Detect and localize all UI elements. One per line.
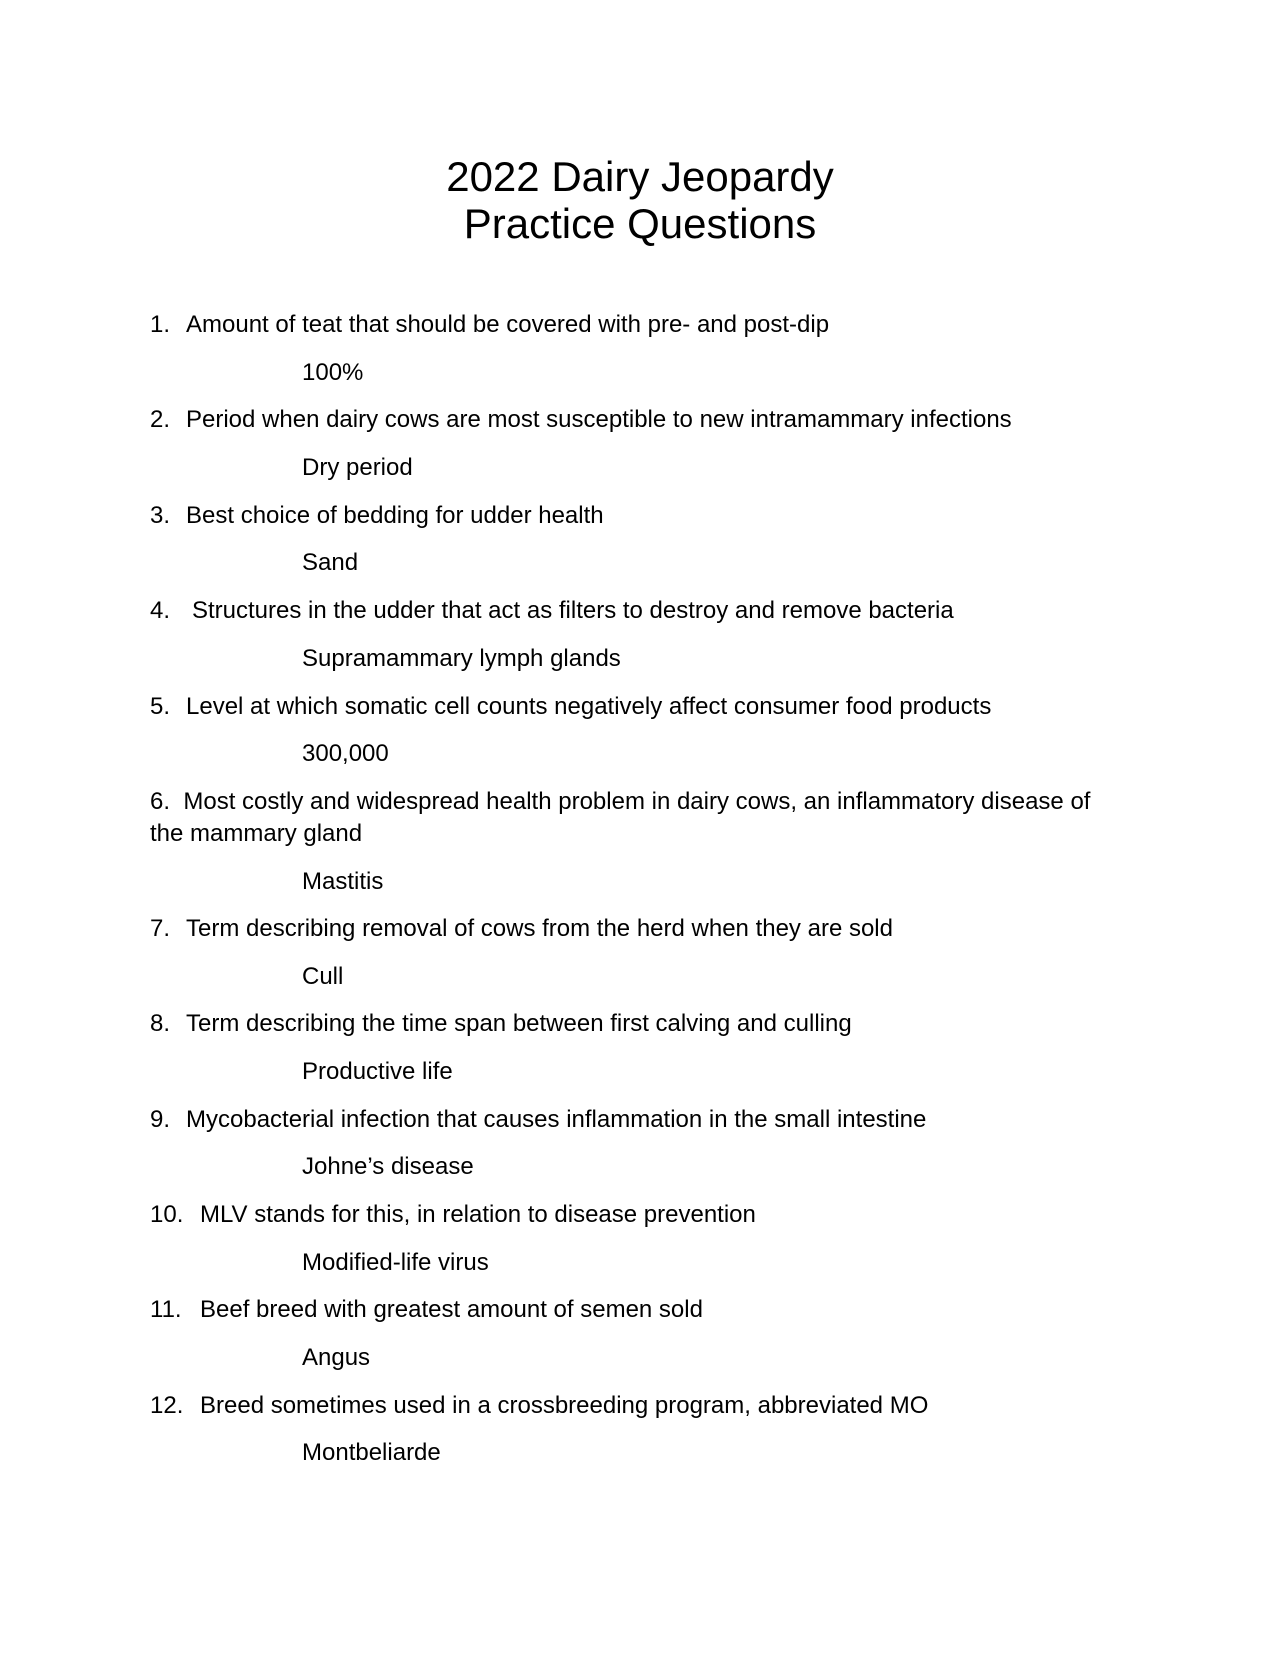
question-number: 2. [150, 406, 171, 433]
question-item [150, 1294, 1110, 1326]
question-text: Beef breed with greatest amount of semen sold [200, 1296, 703, 1323]
question-item [150, 691, 1110, 723]
question-item [150, 404, 1110, 436]
question-item [150, 1390, 1110, 1422]
answer-text: Montbeliarde [302, 1439, 441, 1466]
answer-text: Angus [302, 1344, 371, 1371]
question-item [150, 1199, 1110, 1231]
question-number: 5. [150, 693, 171, 720]
question-item [150, 309, 1110, 341]
answer-text: Modified-life virus [302, 1249, 489, 1276]
answer-text: Mastitis [302, 868, 384, 895]
document-title-line-1: 2022 Dairy Jeopardy [446, 153, 834, 200]
question-number: 3. [150, 502, 171, 529]
question-text: Structures in the udder that act as filters to destroy and remove bacteria [192, 597, 954, 624]
answer-text: Productive life [302, 1058, 453, 1085]
question-item [150, 786, 1110, 850]
question-item [150, 913, 1110, 945]
question-text: Level at which somatic cell counts negatively affect consumer food products [186, 693, 992, 720]
question-text: Amount of teat that should be covered with pre- and post-dip [186, 311, 830, 338]
question-text: Most costly and widespread health problem in dairy cows, an inflammatory disease of the mammary gland [150, 788, 1091, 847]
question-number: 8. [150, 1010, 171, 1037]
answer-text: Cull [302, 963, 344, 990]
answer-text: 100% [302, 359, 364, 386]
question-number: 4. [150, 597, 171, 624]
question-text: Breed sometimes used in a crossbreeding program, abbreviated MO [200, 1392, 929, 1419]
question-item [150, 595, 1110, 627]
question-text: Best choice of bedding for udder health [186, 502, 604, 529]
answer-text: Sand [302, 549, 359, 576]
question-number: 11. [150, 1296, 182, 1323]
question-item [150, 500, 1110, 532]
question-number: 9. [150, 1106, 171, 1133]
answer-text: Johne’s disease [302, 1153, 474, 1180]
question-text: Period when dairy cows are most susceptible to new intramammary infections [186, 406, 1012, 433]
question-item [150, 1008, 1110, 1040]
question-number: 1. [150, 311, 171, 338]
question-number: 10. [150, 1201, 184, 1228]
question-text: Term describing removal of cows from the herd when they are sold [186, 915, 893, 942]
question-item [150, 1104, 1110, 1136]
answer-text: Supramammary lymph glands [302, 645, 621, 672]
question-text: Mycobacterial infection that causes inflammation in the small intestine [186, 1106, 927, 1133]
question-text: Term describing the time span between first calving and culling [186, 1010, 852, 1037]
answer-text: 300,000 [302, 740, 389, 767]
question-number: 6. [150, 788, 171, 815]
answer-text: Dry period [302, 454, 413, 481]
document-title-line-2: Practice Questions [463, 200, 817, 247]
question-number: 12. [150, 1392, 184, 1419]
question-number: 7. [150, 915, 171, 942]
question-text: MLV stands for this, in relation to disease prevention [200, 1201, 756, 1228]
